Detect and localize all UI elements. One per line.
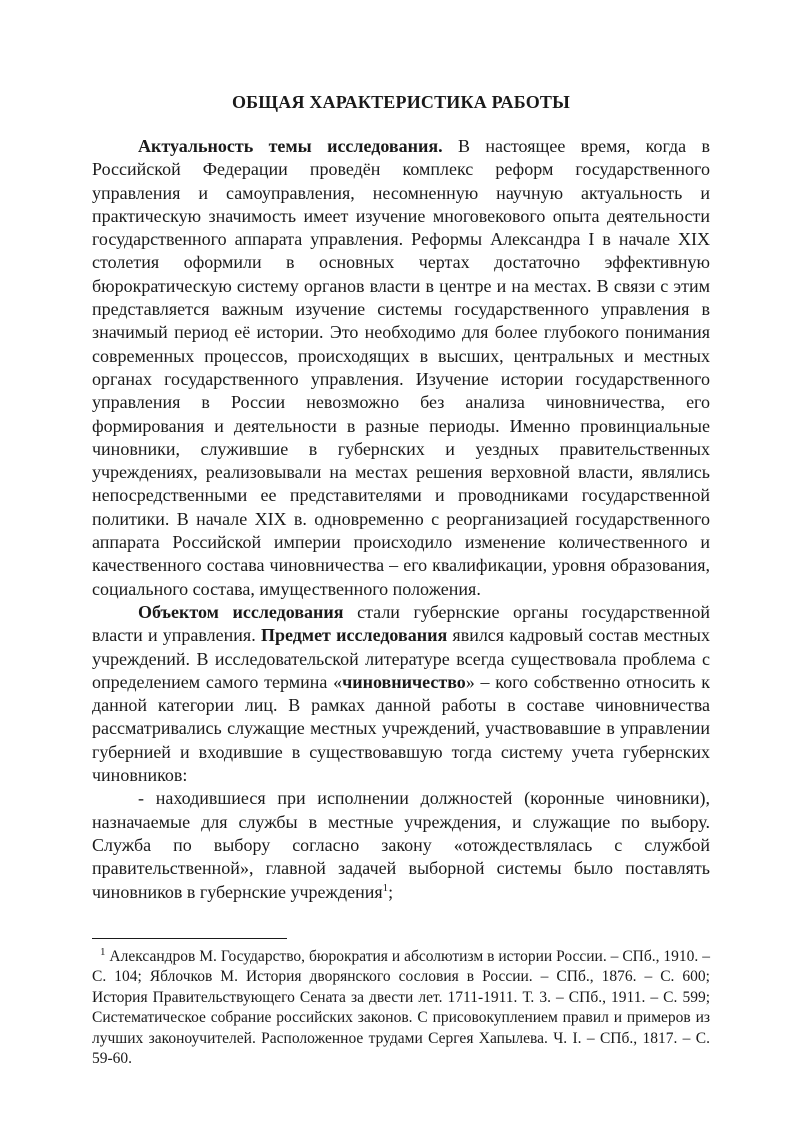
subject-text-continued: » – кого собственно относить к данной категории лиц. В рамках данной работы в составе чиновничества рассматривались служащие местных учреждений, участвовавшие в управлении губернией и входившие в существовавшую тогда систему учета губернских чиновников: <box>92 671 710 786</box>
object-text: стали губернские органы государственной власти и управления. <box>92 601 710 646</box>
subject-heading: Предмет исследования <box>260 625 448 646</box>
term-bold: чиновничество <box>342 671 466 692</box>
footnote <box>92 947 710 1070</box>
paragraph-relevance <box>92 135 710 601</box>
list-item-text: - находившиеся при исполнении должностей (коронные чиновники), назначаемые для службы в местные учреждения, и служащие по выбору. Служба по выбору согласно закону «отождествлялась с службой правительственной», главной задачей выборной системы было поставлять чиновников в губернские учреждения <box>92 788 710 902</box>
relevance-heading: Актуальность темы исследования. <box>138 136 443 156</box>
list-item-tail: ; <box>388 881 394 902</box>
page-content <box>92 92 710 1070</box>
relevance-text: В настоящее время, когда в Российской Федерации проведён комплекс реформ государственного управления и самоуправления, несомненную научную актуальность и практическую значимость имеет изучение многовекового опыта деятельности государственного аппарата управления. Реформы Александра I в начале XIX столетия оформили в основных чертах достаточно эффективную бюрократическую систему органов власти в центре и на местах. В связи с этим представляется важным изучение системы государственного управления в значимый период её истории. Это необходимо для более глубокого понимания современных процессов, происходящих в высших, центральных и местных органах государственного управления. Изучение истории государственного управления в России невозможно без анализа чиновничества, его формирования и деятельности в разные периоды. Именно провинциальные чиновники, служившие в губернских и уездных правительственных учреждениях, реализовывали на местах решения верховной власти, являлись непосредственными ее представителями и проводниками государственной политики. В начале XIX в. одновременно с реорганизацией государственного аппарата Российской империи происходило изменение количественного и качественного состава чиновничества – его квалификации, уровня образования, социального состава, имущественного положения. <box>92 136 710 599</box>
subject-text: явился кадровый состав местных учреждений. В исследовательской литературе всегда существовала проблема с определением самого термина « <box>92 625 710 692</box>
footnote-divider <box>92 938 287 939</box>
footnote-reference: 1 <box>382 881 389 894</box>
page-title: ОБЩАЯ ХАРАКТЕРИСТИКА РАБОТЫ <box>231 92 571 112</box>
paragraph-object-subject <box>92 601 710 787</box>
footnote-text: Александров М. Государство, бюрократия и абсолютизм в истории России. – СПб., 1910. – С. 104; Яблочков М. История дворянского сословия в России. – СПб., 1876. – С. 600; История Правительствующего Сената за двести лет. 1711-1911. Т. 3. – СПб., 1911. – С. 599; Систематическое собрание российских законов. С присовокуплением правил и примеров из лучших законоучителей. Расположенное трудами Сергея Хапылева. Ч. I. – СПб., 1817. – С. 59-60. <box>92 947 710 1068</box>
footnote-number: 1 <box>100 945 106 958</box>
paragraph-list-item <box>92 787 710 903</box>
main-text <box>92 135 710 904</box>
object-heading: Объектом исследования <box>138 601 344 622</box>
